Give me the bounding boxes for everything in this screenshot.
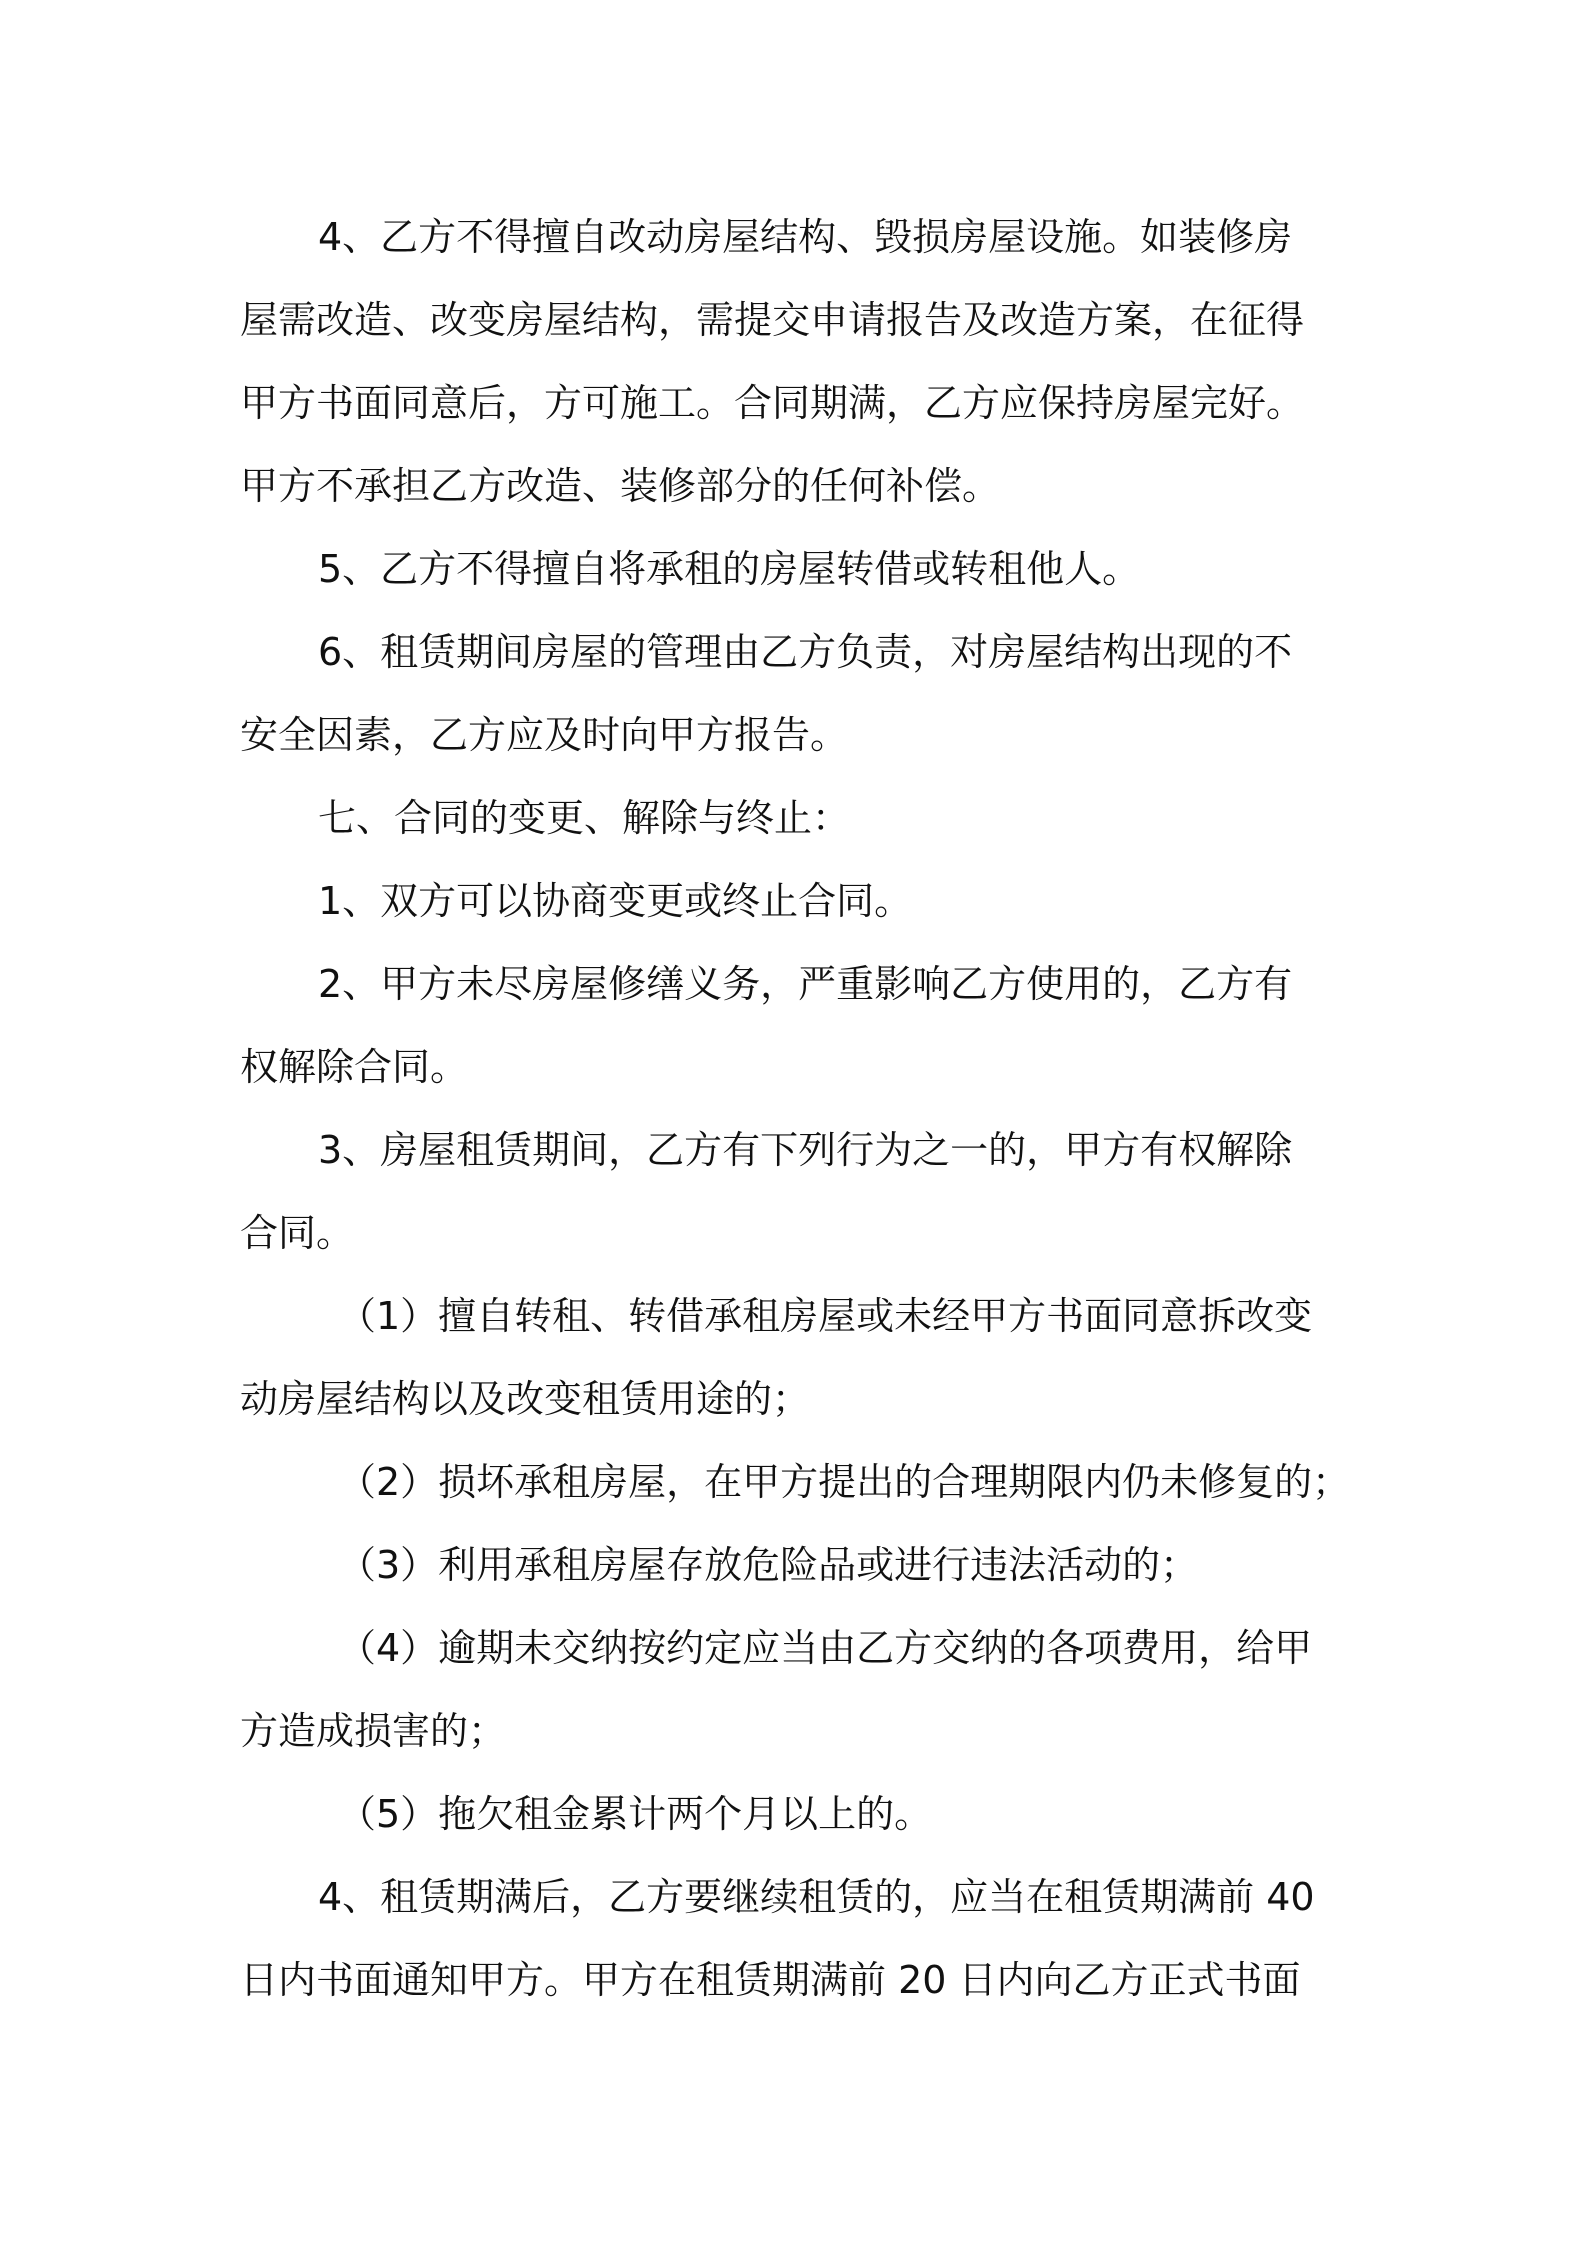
contract-body [240, 196, 1370, 2022]
text-line: 4、乙方不得擅自改动房屋结构、毁损房屋设施。如装修房 [318, 215, 1293, 259]
text-line: （5）拖欠租金累计两个月以上的。 [338, 1792, 933, 1836]
text-line: 4、租赁期满后，乙方要继续租赁的，应当在租赁期满前 40 [318, 1875, 1315, 1919]
text-line: 屋需改造、改变房屋结构，需提交申请报告及改造方案，在征得 [240, 298, 1305, 342]
text-line: 甲方不承担乙方改造、装修部分的任何补偿。 [240, 464, 1001, 508]
text-line: （4）逾期未交纳按约定应当由乙方交纳的各项费用，给甲 [338, 1626, 1313, 1670]
text-line: （1）擅自转租、转借承租房屋或未经甲方书面同意拆改变 [338, 1294, 1313, 1338]
text-line: 安全因素，乙方应及时向甲方报告。 [240, 713, 849, 757]
text-line: 动房屋结构以及改变租赁用途的； [240, 1377, 811, 1421]
text-line: 3、房屋租赁期间，乙方有下列行为之一的，甲方有权解除 [318, 1128, 1293, 1172]
text-line: 方造成损害的； [240, 1709, 507, 1753]
text-line: 1、双方可以协商变更或终止合同。 [318, 879, 913, 923]
text-line: 权解除合同。 [240, 1045, 469, 1089]
text-line: （3）利用承租房屋存放危险品或进行违法活动的； [338, 1543, 1199, 1587]
text-line: 甲方书面同意后，方可施工。合同期满，乙方应保持房屋完好。 [240, 381, 1305, 425]
text-line: 2、甲方未尽房屋修缮义务，严重影响乙方使用的，乙方有 [318, 962, 1293, 1006]
text-line: 七、合同的变更、解除与终止： [318, 796, 851, 840]
text-line: （2）损坏承租房屋，在甲方提出的合理期限内仍未修复的； [338, 1460, 1351, 1504]
text-line: 日内书面通知甲方。甲方在租赁期满前 20 日内向乙方正式书面 [240, 1958, 1301, 2002]
text-line: 合同。 [240, 1211, 355, 1255]
text-line: 6、租赁期间房屋的管理由乙方负责，对房屋结构出现的不 [318, 630, 1293, 674]
text-line: 5、乙方不得擅自将承租的房屋转借或转租他人。 [318, 547, 1141, 591]
